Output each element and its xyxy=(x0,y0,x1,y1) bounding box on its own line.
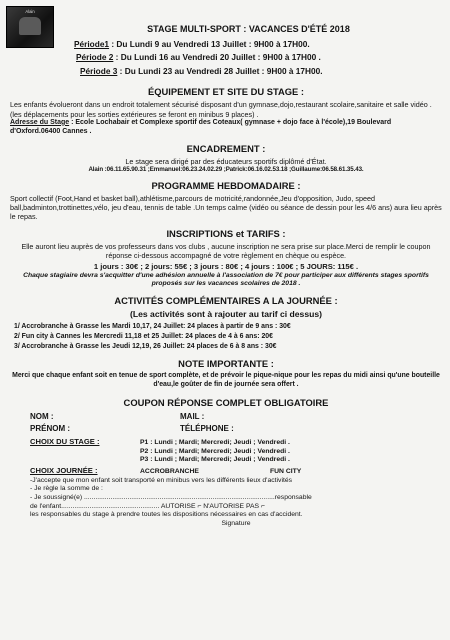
encadrement-text: Le stage sera dirigé par des éducateurs sportifs diplômé d'État. xyxy=(125,156,327,166)
choix-stage-label: CHOIX DU STAGE : xyxy=(30,436,100,446)
period-label: Période 3 xyxy=(80,65,118,76)
payment-line: - Je règle la somme de : xyxy=(30,485,103,493)
activity-price: 30€ xyxy=(265,342,277,350)
inscriptions-text: Elle auront lieu auprès de vos professeurs dans vos clubs , aucune inscription ne sera prise sur place.Merci de remplir le coupon réponse ci-dessous accompagné de votre règlement en chèque ou espèce. xyxy=(21,241,431,260)
encadrement-heading: ENCADREMENT : xyxy=(186,142,266,154)
logo-text: Alain xyxy=(25,9,35,14)
staff-contacts: Alain :06.11.65.90.31 ;Emmanuel:06.23.24.02.29 ;Patrick:06.16.02.53.18 ;Guillaume:06.58.61.35.43. xyxy=(88,165,364,173)
period-2 xyxy=(76,52,442,63)
activites-heading: ACTIVITÉS COMPLÉMENTAIRES A LA JOURNÉE : xyxy=(114,295,338,307)
programme-text: Sport collectif (Foot,Hand et basket ball),athlétisme,parcours de motricité,randonnée,Jeu d'opposition, Judo, speed ball,badminton,trottinettes,vélo, jeu d'eau, tennis de table .Un temps calme (vidéo ou séance de dessin pour les 4/6 ans) aura lieu après le repas. xyxy=(10,193,442,222)
choix-journee-label: CHOIX JOURNÉE : xyxy=(30,465,98,475)
mail-field[interactable]: MAIL : xyxy=(180,412,205,422)
nom-field[interactable]: NOM : xyxy=(30,412,54,422)
period-label: Période1 xyxy=(74,38,110,49)
coupon-lines xyxy=(30,477,442,529)
journee-funcity[interactable]: FUN CITY xyxy=(270,467,302,475)
stage-row[interactable]: P1 : Lundi ; Mardi; Mercredi; Jeudi ; Vendredi . xyxy=(140,438,290,446)
coupon-heading: COUPON RÉPONSE COMPLET OBLIGATOIRE xyxy=(123,397,329,409)
note-heading: NOTE IMPORTANTE : xyxy=(178,357,274,369)
transport-consent: -J'accepte que mon enfant soit transporté en minibus vers les différents lieux d'activités xyxy=(30,476,293,484)
period-text: : Du Lundi 23 au Vendredi 28 Juillet : 9H00 à 17H00. xyxy=(117,65,323,76)
period-3 xyxy=(80,66,442,77)
period-text: : Du Lundi 16 au Vendredi 20 Juillet : 9H00 à 17H00 . xyxy=(113,52,321,63)
activity-price: 20€ xyxy=(261,333,273,341)
coupon-row-1 xyxy=(30,412,442,422)
activity-price: 30€ xyxy=(279,323,291,331)
adhesion-note: Chaque stagiaire devra s'acquitter d'une adhésion annuelle à l'association de 7€ pour participer aux différents stages sportifs proposés sur les vacances scolaires de 2018 . xyxy=(23,271,429,288)
period-text: : Du Lundi 9 au Vendredi 13 Juillet : 9H00 à 17H00. xyxy=(109,38,310,49)
flyer xyxy=(10,24,442,529)
responsables-line: les responsables du stage à prendre toutes les dispositions nécessaires en cas d'accident. xyxy=(30,511,303,519)
stage-choice xyxy=(30,437,442,477)
period-1 xyxy=(74,39,442,50)
tarifs: 1 jours : 30€ ; 2 jours: 55€ ; 3 jours : 80€ ; 4 jours : 100€ ; 5 JOURS: 115€ . xyxy=(93,262,359,272)
activity-item xyxy=(14,343,442,352)
journee-accrobranche[interactable]: ACCROBRANCHE xyxy=(140,467,199,475)
equipement-heading: ÉQUIPEMENT ET SITE DU STAGE : xyxy=(147,86,305,98)
note-text: Merci que chaque enfant soit en tenue de sport complète, et de prévoir le pique-nique pour les repas du midi ainsi qu'une bouteille d'eau,le goûter de fin de journée sera offert . xyxy=(12,371,440,388)
period-label: Période 2 xyxy=(76,52,114,63)
prenom-field[interactable]: PRÉNOM : xyxy=(30,423,70,433)
address-text: : Ecole Lochabair et Complexe sportif des Coteaux( gymnase + dojo face à l'école),19 Boulevard d'Oxford.06400 Cannes . xyxy=(10,118,392,135)
signature-label: Signature xyxy=(221,520,251,528)
programme-heading: PROGRAMME HEBDOMADAIRE : xyxy=(151,179,301,191)
page-title: STAGE MULTI-SPORT : VACANCES D'ÉTÉ 2018 xyxy=(147,24,350,34)
stage-row[interactable]: P2 : Lundi ; Mardi; Mercredi; Jeudi ; Vendredi . xyxy=(140,447,290,455)
activites-subheading: (Les activités sont à rajouter au tarif ci dessus) xyxy=(130,309,322,320)
activity-item xyxy=(14,323,442,332)
coupon-row-2 xyxy=(30,424,442,434)
address-block xyxy=(10,119,442,137)
address-label: Adresse du Stage xyxy=(10,118,70,126)
activity-item xyxy=(14,333,442,342)
inscriptions-heading: INSCRIPTIONS et TARIFS : xyxy=(166,227,286,239)
autorisation-line: de l'enfant.................................................... AUTORISE ⌐ N'AUTORISE PAS ⌐ xyxy=(30,502,265,510)
stage-row[interactable]: P3 : Lundi ; Mardi; Mercredi; Jeudi ; Vendredi . xyxy=(140,456,290,464)
activity-text: 2/ Fun city à Cannes les Mercredi 11,18 et 25 Juillet: 24 places de 4 à 6 ans: xyxy=(14,333,260,341)
soussigne-line: - Je soussigné(e) .....................................................................................................responsable xyxy=(30,493,312,501)
equipement-text: Les enfants évolueront dans un endroit totalement sécurisé disposant d'un gymnase,dojo,restaurant scolaire,sanitaire et salle vidéo .(les déplacements pour les sorties extérieures se feront en minibus 9 places) . xyxy=(10,100,432,119)
activity-text: 1/ Accrobranche à Grasse les Mardi 10,17, 24 Juillet: 24 places à partir de 9 ans : xyxy=(14,323,278,331)
telephone-field[interactable]: TÉLÉPHONE : xyxy=(180,423,234,433)
activity-text: 3/ Accrobranche à Grasse les Jeudi 12,19, 26 Juillet: 24 places de 6 à 8 ans : xyxy=(14,342,264,350)
